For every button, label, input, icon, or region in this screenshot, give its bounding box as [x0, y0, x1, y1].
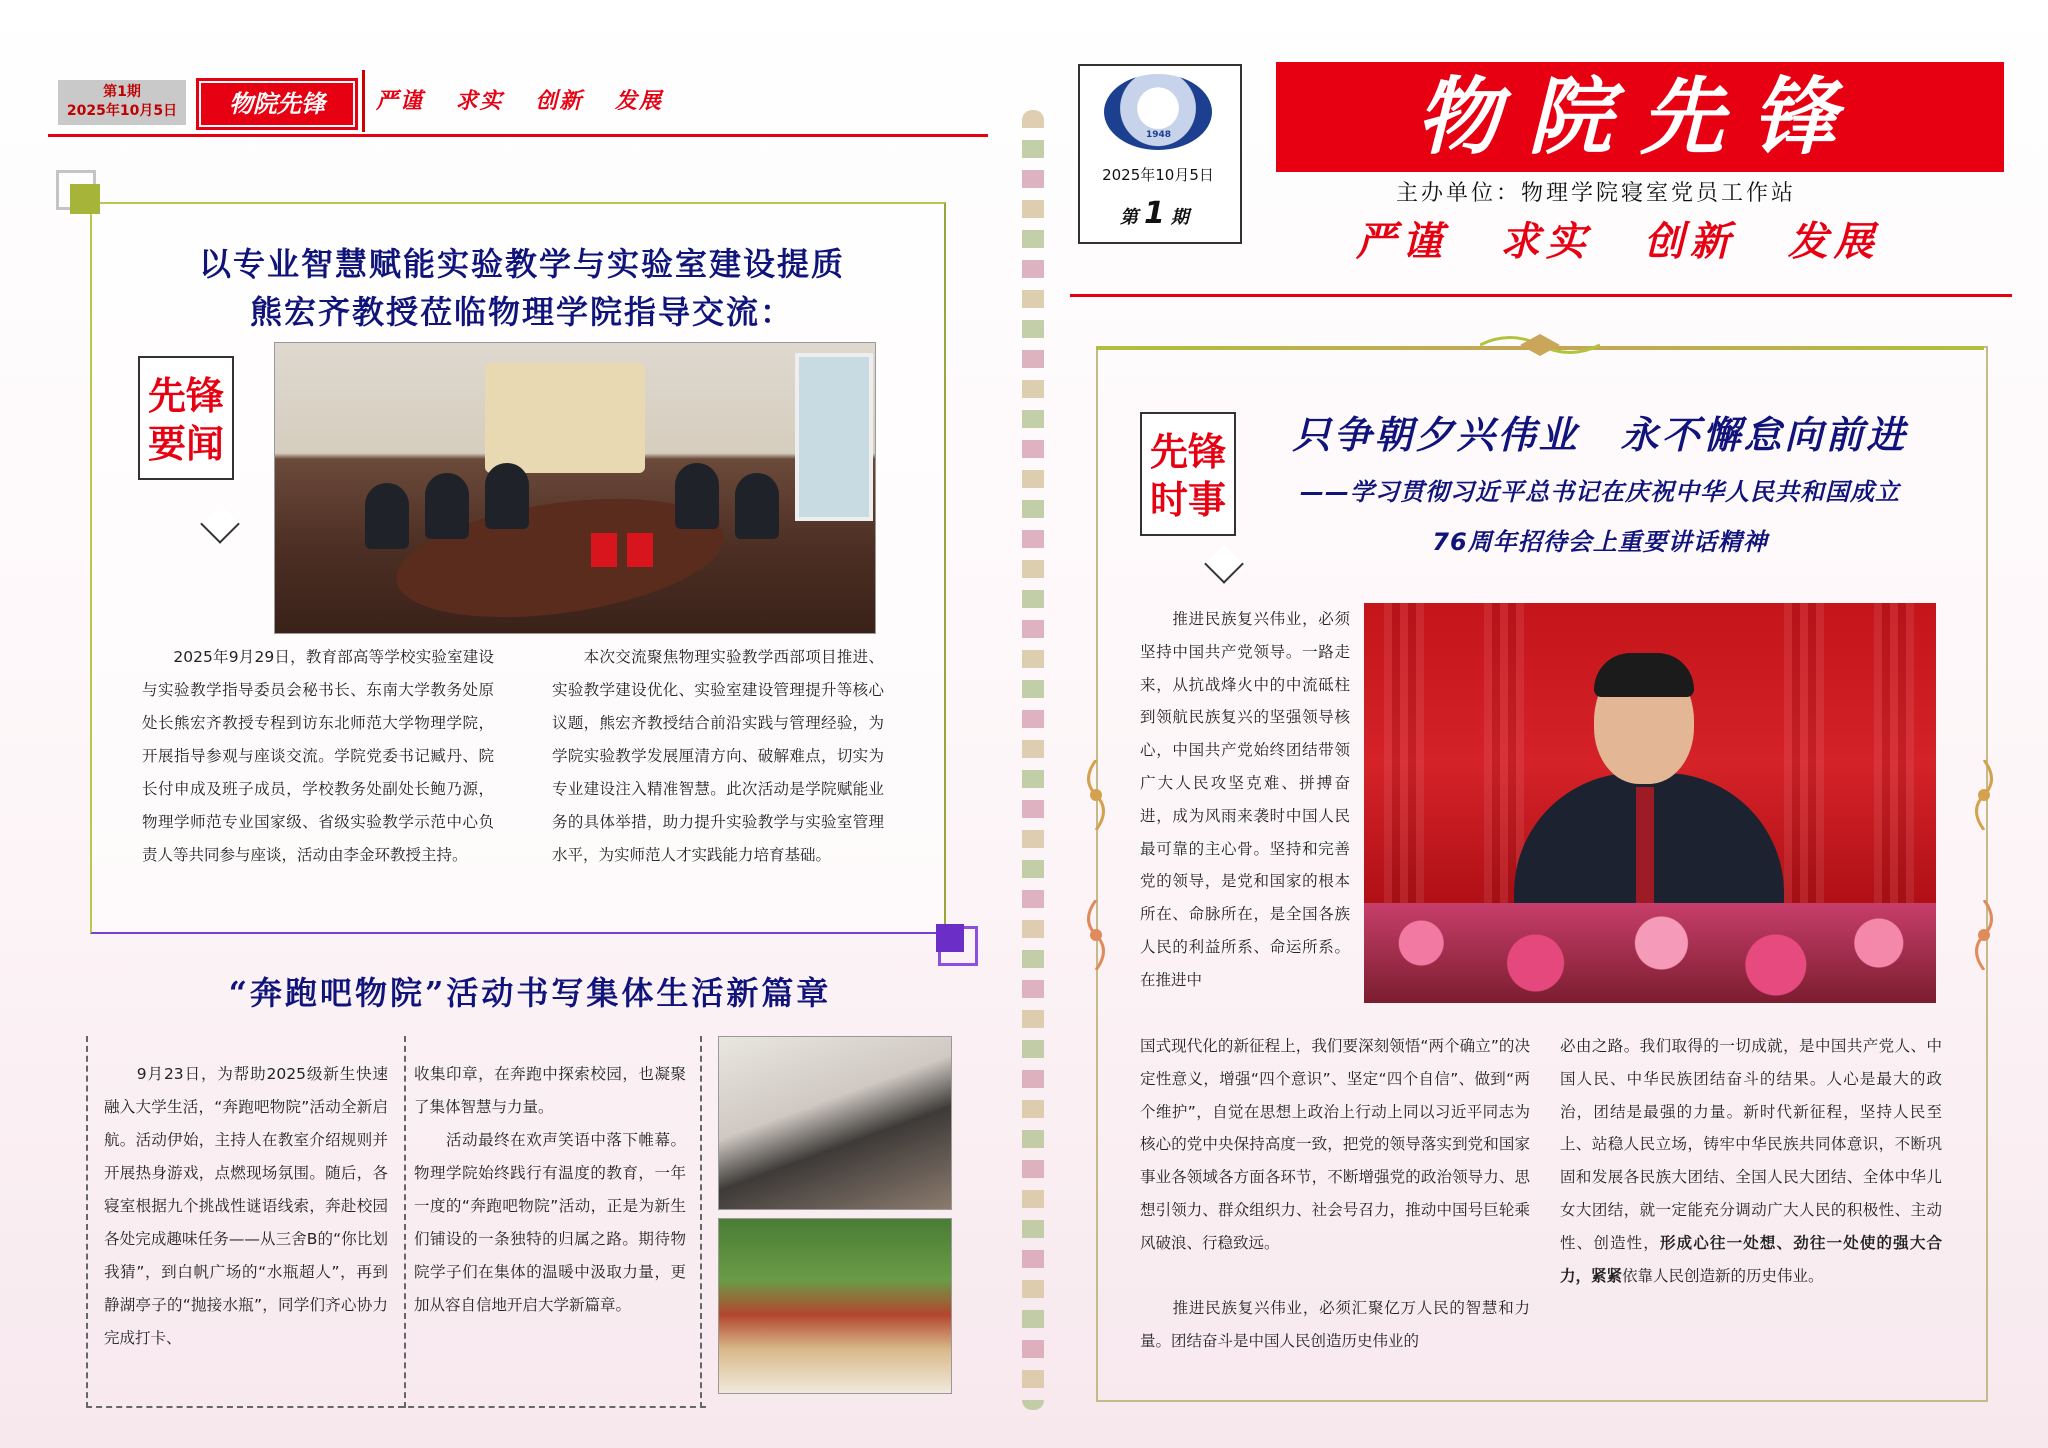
masthead-small: 物院先锋: [196, 78, 358, 130]
article-title: 只争朝夕兴伟业 永不懈怠向前进: [1292, 413, 1908, 457]
issue-label: 第1期: [103, 84, 141, 100]
article-paragraph-4: 必由之路。我们取得的一切成就，是中国共产党人、中国人民、中华民族团结奋斗的结果。人心是最大的政治，团结是最强的力量。新时代新征程，坚持人民至上、站稳人民立场，铸牢中华民族共同体意识，不断巩固和发展各民族大团结、全国人民大团结、全体中华儿女大团结，就一定能充分调动广大人民的积极性、主动性、创造性，: [1560, 1037, 1942, 1252]
news-title-line2: 熊宏齐教授莅临物理学院指导交流：: [249, 293, 794, 331]
motto-small: 严谨 求实 创新 发展: [376, 88, 663, 114]
person: [485, 463, 529, 529]
wall-mural: [485, 363, 645, 473]
article-right-column: [1560, 1030, 1942, 1292]
side-ornament-icon: [1969, 760, 1999, 830]
page-spine-ornament: [1022, 110, 1044, 1410]
issue-number-value: 1: [1144, 196, 1165, 231]
person: [365, 483, 409, 549]
person: [675, 463, 719, 529]
article-subtitle-1: ——学习贯彻习近平总书记在庆祝中华人民共和国成立: [1300, 478, 1900, 506]
activity-paragraph-1: 9月23日，为帮助2025级新生快速融入大学生活，“奔跑吧物院”活动全新启航。活动伊始，主持人在教室介绍规则并开展热身游戏，点燃现场氛围。随后，各寝室根据九个挑战性谜语线索，奔赴校园各处完成趣味任务——从三舍B的“你比划我猜”，到白帆广场的“水瓶超人”，再到静湖亭子的“抛接水瓶”，同学们齐心协力完成打卡、: [104, 1065, 388, 1347]
side-ornament-icon: [1969, 900, 1999, 970]
masthead: 物院先锋: [1276, 62, 2004, 172]
article-badge: [1140, 412, 1236, 536]
article-paragraph-end: 依靠人民创造新的历史伟业。: [1622, 1266, 1824, 1285]
corner-ornament: [936, 924, 964, 952]
flag: [627, 533, 653, 567]
issue-box: [58, 80, 186, 125]
news-title: [132, 240, 912, 336]
sponsor: 主办单位：物理学院寝室党员工作站: [1396, 181, 1797, 206]
person: [425, 473, 469, 539]
news-paragraph-1: 2025年9月29日，教育部高等学校实验室建设与实验教学指导委员会秘书长、东南大学教务处原处长熊宏齐教授专程到访东北师范大学物理学院，开展指导参观与座谈交流。学院党委书记臧丹、院长付申成及班子成员，学校教务处副处长鲍乃源，物理学师范专业国家级、省级实验教学示范中心负责人等共同参与座谈，活动由李金环教授主持。: [142, 648, 494, 864]
issue-prefix: 第: [1120, 207, 1138, 228]
activity-paragraph-2: 收集印章，在奔跑中探索校园，也凝聚了集体智慧与力量。: [414, 1065, 686, 1116]
news-badge: [138, 356, 234, 480]
dashed-border: [700, 1036, 702, 1408]
window: [795, 353, 873, 521]
badge-line1: 先锋: [1149, 429, 1226, 474]
meeting-photo: [274, 342, 876, 634]
activity-title: “奔跑吧物院”活动书写集体生活新篇章: [228, 974, 832, 1012]
person: [735, 473, 779, 539]
flag: [591, 533, 617, 567]
dashed-border: [86, 1036, 88, 1408]
dashed-border: [86, 1406, 706, 1408]
divider: [362, 70, 365, 132]
news-paragraph-2: 本次交流聚焦物理实验教学西部项目推进、实验教学建设优化、实验室建设管理提升等核心议题，熊宏齐教授结合前沿实践与管理经验，为学院实验教学发展厘清方向、破解难点，切实为专业建设注入精准智慧。此次活动是学院赋能业务的具体举措，助力提升实验教学与实验室管理水平，为实师范人才实践能力培育基础。: [552, 648, 884, 864]
corner-ornament: [70, 184, 100, 214]
speech-photo: [1364, 603, 1936, 1003]
article-paragraph-3: 推进民族复兴伟业，必须汇聚亿万人民的智慧和力量。团结奋斗是中国人民创造历史伟业的: [1140, 1299, 1530, 1350]
activity-paragraph-3: 活动最终在欢声笑语中落下帷幕。物理学院始终践行有温度的教育，一年一度的“奔跑吧物院”活动，正是为新生们铺设的一条独特的归属之路。期待物院学子们在集体的温暖中汲取力量，更加从容自信地开启大学新篇章。: [414, 1131, 686, 1314]
seal-year: 1948: [1146, 130, 1172, 140]
article-paragraph-2: 国式现代化的新征程上，我们要深刻领悟“两个确立”的决定性意义，增强“四个意识”、坚定“四个自信”、做到“两个维护”，自觉在思想上政治上行动上同以习近平同志为核心的党中央保持高度一致，把党的领导落实到党和国家事业各领域各方面各环节，不断增强党的政治领导力、思想引领力、群众组织力、社会号召力，推动中国号巨轮乘风破浪、行稳致远。: [1140, 1037, 1530, 1252]
news-title-line1: 以专业智慧赋能实验教学与实验室建设提质: [198, 245, 845, 283]
activity-photo-classroom: [718, 1036, 952, 1210]
issue-number: [1120, 196, 1189, 231]
issue-date: 2025年10月5日: [66, 103, 178, 119]
article-subtitle-2: 76周年招待会上重要讲话精神: [1432, 528, 1768, 556]
speaker-tie: [1636, 787, 1654, 907]
badge-line1: 先锋: [147, 373, 224, 418]
activity-column-2: [414, 1058, 686, 1322]
header-rule: [1070, 294, 2012, 297]
header-rule: [48, 134, 988, 137]
side-ornament-icon: [1081, 900, 1111, 970]
article-emphasis: 形成心往一处想、劲往一处使的强大合力，紧紧: [1560, 1233, 1942, 1285]
badge-line2: 时事: [1149, 477, 1226, 522]
top-ornament-icon: [1480, 330, 1600, 360]
side-ornament-icon: [1081, 760, 1111, 830]
dashed-border: [404, 1036, 406, 1408]
issue-suffix: 期: [1170, 207, 1189, 228]
activity-photo-group: [718, 1218, 952, 1394]
speaker-hair: [1594, 653, 1694, 697]
issue-date: 2025年10月5日: [1102, 166, 1214, 184]
flower-arrangement: [1364, 903, 1936, 1003]
badge-line2: 要闻: [147, 421, 224, 466]
article-paragraph-1: 推进民族复兴伟业，必须坚持中国共产党领导。一路走来，从抗战烽火中的中流砥柱到领航民族复兴的坚强领导核心，中国共产党始终团结带领广大人民攻坚克难、拼搏奋进，成为风雨来袭时中国人民最可靠的主心骨。坚持和完善党的领导，是党和国家的根本所在、命脉所在，是全国各族人民的利益所系、命运所系。在推进中: [1140, 610, 1350, 989]
motto: 严谨 求实 创新 发展: [1356, 218, 1880, 265]
